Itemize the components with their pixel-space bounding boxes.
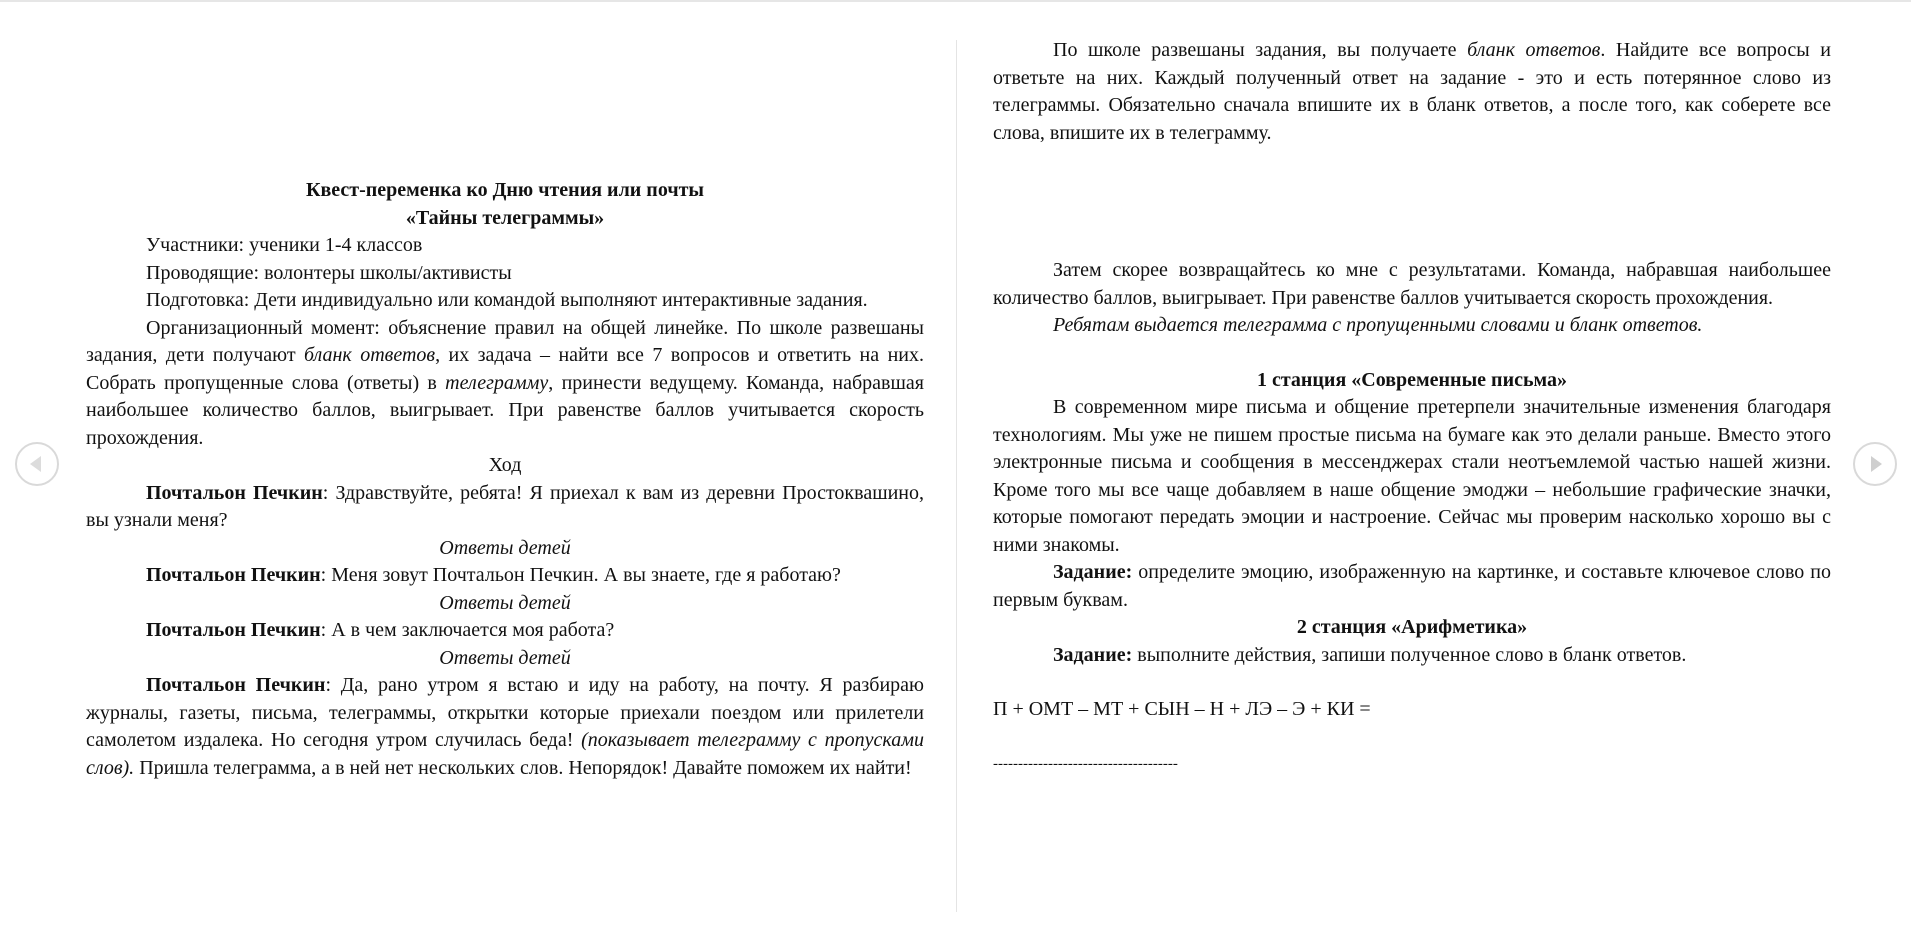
kids-answers-note: Ответы детей	[439, 536, 571, 559]
station2-task: Задание: выполните действия, запиши полученное слово в бланк ответов.	[1053, 643, 1687, 666]
stage-direction: (показывает телеграмму с пропусками слов).	[86, 729, 924, 779]
station1-task: Задание: определите эмоцию, изображенную на картинке, и составьте ключевое слово по первым буквам.	[993, 561, 1831, 611]
dialogue-line-4: Почтальон Печкин: Да, рано утром я встаю и иду на работу, на почту. Я разбираю журналы, газеты, письма, телеграммы, открытки которые приехали поездом или прилетели самолетом издалека. Но сегодня утром случилась беда! (показывает телеграмму с пропусками слов). Пришла телеграмма, а в ней нет нескольких слов. Непорядок! Давайте поможем их найти!	[86, 674, 924, 779]
organization-paragraph: Организационный момент: объяснение правил на общей линейке. По школе развешаны задания, дети получают бланк ответов, их задача – найти все 7 вопросов и ответить на них. Собрать пропущенные слова (ответы) в телеграмму, принести ведущему. Команда, набравшая наибольшее количество баллов, выигрывает. При равенстве баллов учитывается скорость прохождения.	[86, 316, 924, 449]
preparation-paragraph: Подготовка: Дети индивидуально или командой выполняют интерактивные задания.	[146, 289, 868, 311]
speaker-name: Почтальон Печкин	[146, 564, 321, 586]
document-title-line1: Квест-переменка ко Дню чтения или почты	[305, 179, 705, 201]
speaker-name: Почтальон Печкин	[146, 481, 323, 504]
dialogue-line-3: Почтальон Печкин: А в чем заключается моя работа?	[146, 619, 615, 641]
left-page	[86, 0, 924, 931]
dialogue-line-2: Почтальон Печкин: Меня зовут Почтальон Печкин. А вы знаете, где я работаю?	[146, 564, 841, 586]
kids-answers-note: Ответы детей	[439, 591, 571, 614]
next-page-button[interactable]	[1853, 442, 1897, 486]
page-divider	[956, 40, 957, 912]
speaker-name: Почтальон Печкин	[146, 619, 321, 641]
speaker-name: Почтальон Печкин	[146, 674, 326, 696]
chevron-left-icon	[17, 444, 57, 484]
answer-sheet-term: бланк ответов	[303, 344, 436, 366]
arithmetic-equation: П + ОМТ – МТ + СЫН – Н + ЛЭ – Э + КИ =	[993, 698, 1371, 720]
dialogue-line-1: Почтальон Печкин: Здравствуйте, ребята! Я приехал к вам из деревни Простоквашино, вы узнали меня?	[86, 481, 924, 531]
task-label: Задание:	[1053, 561, 1133, 583]
hosts-line: Проводящие: волонтеры школы/активисты	[146, 261, 512, 284]
participants-line: Участники: ученики 1-4 классов	[146, 234, 423, 256]
progress-heading: Ход	[488, 454, 522, 476]
telegram-term: телеграмму	[445, 371, 549, 394]
right-page	[993, 37, 1831, 931]
answer-line: -------------------------------------	[993, 755, 1178, 772]
task-label: Задание:	[1053, 643, 1133, 666]
station2-title: 2 станция «Арифметика»	[1296, 616, 1528, 638]
answer-sheet-term: бланк ответов	[1467, 39, 1601, 61]
document-title-line2: «Тайны телеграммы»	[405, 206, 605, 229]
handout-note: Ребятам выдается телеграмма с пропущенными словами и бланк ответов.	[1053, 314, 1703, 336]
results-paragraph: Затем скорее возвращайтесь ко мне с результатами. Команда, набравшая наибольшее количество баллов, выигрывает. При равенстве баллов учитывается скорость прохождения.	[993, 259, 1831, 309]
intro-paragraph: По школе развешаны задания, вы получаете бланк ответов. Найдите все вопросы и ответьте на них. Каждый полученный ответ на задание - это и есть потерянное слово из телеграммы. Обязательно сначала впишите их в бланк ответов, а после того, как соберете все слова, впишите их в телеграмму.	[993, 39, 1832, 144]
station1-text: В современном мире письма и общение претерпели значительные изменения благодаря технологиям. Мы уже не пишем простые письма на бумаге как это делали раньше. Вместо этого электронные письма и сообщения в мессенджерах стали неотъемлемой частью нашей жизни. Кроме того мы все чаще добавляем в наше общение эмоджи – небольшие графические значки, которые помогают передать эмоции и настроение. Сейчас мы проверим насколько хорошо вы с ними знакомы.	[993, 396, 1831, 556]
station1-title: 1 станция «Современные письма»	[1256, 368, 1568, 391]
chevron-right-icon	[1855, 444, 1895, 484]
previous-page-button[interactable]	[15, 442, 59, 486]
kids-answers-note: Ответы детей	[439, 646, 571, 669]
